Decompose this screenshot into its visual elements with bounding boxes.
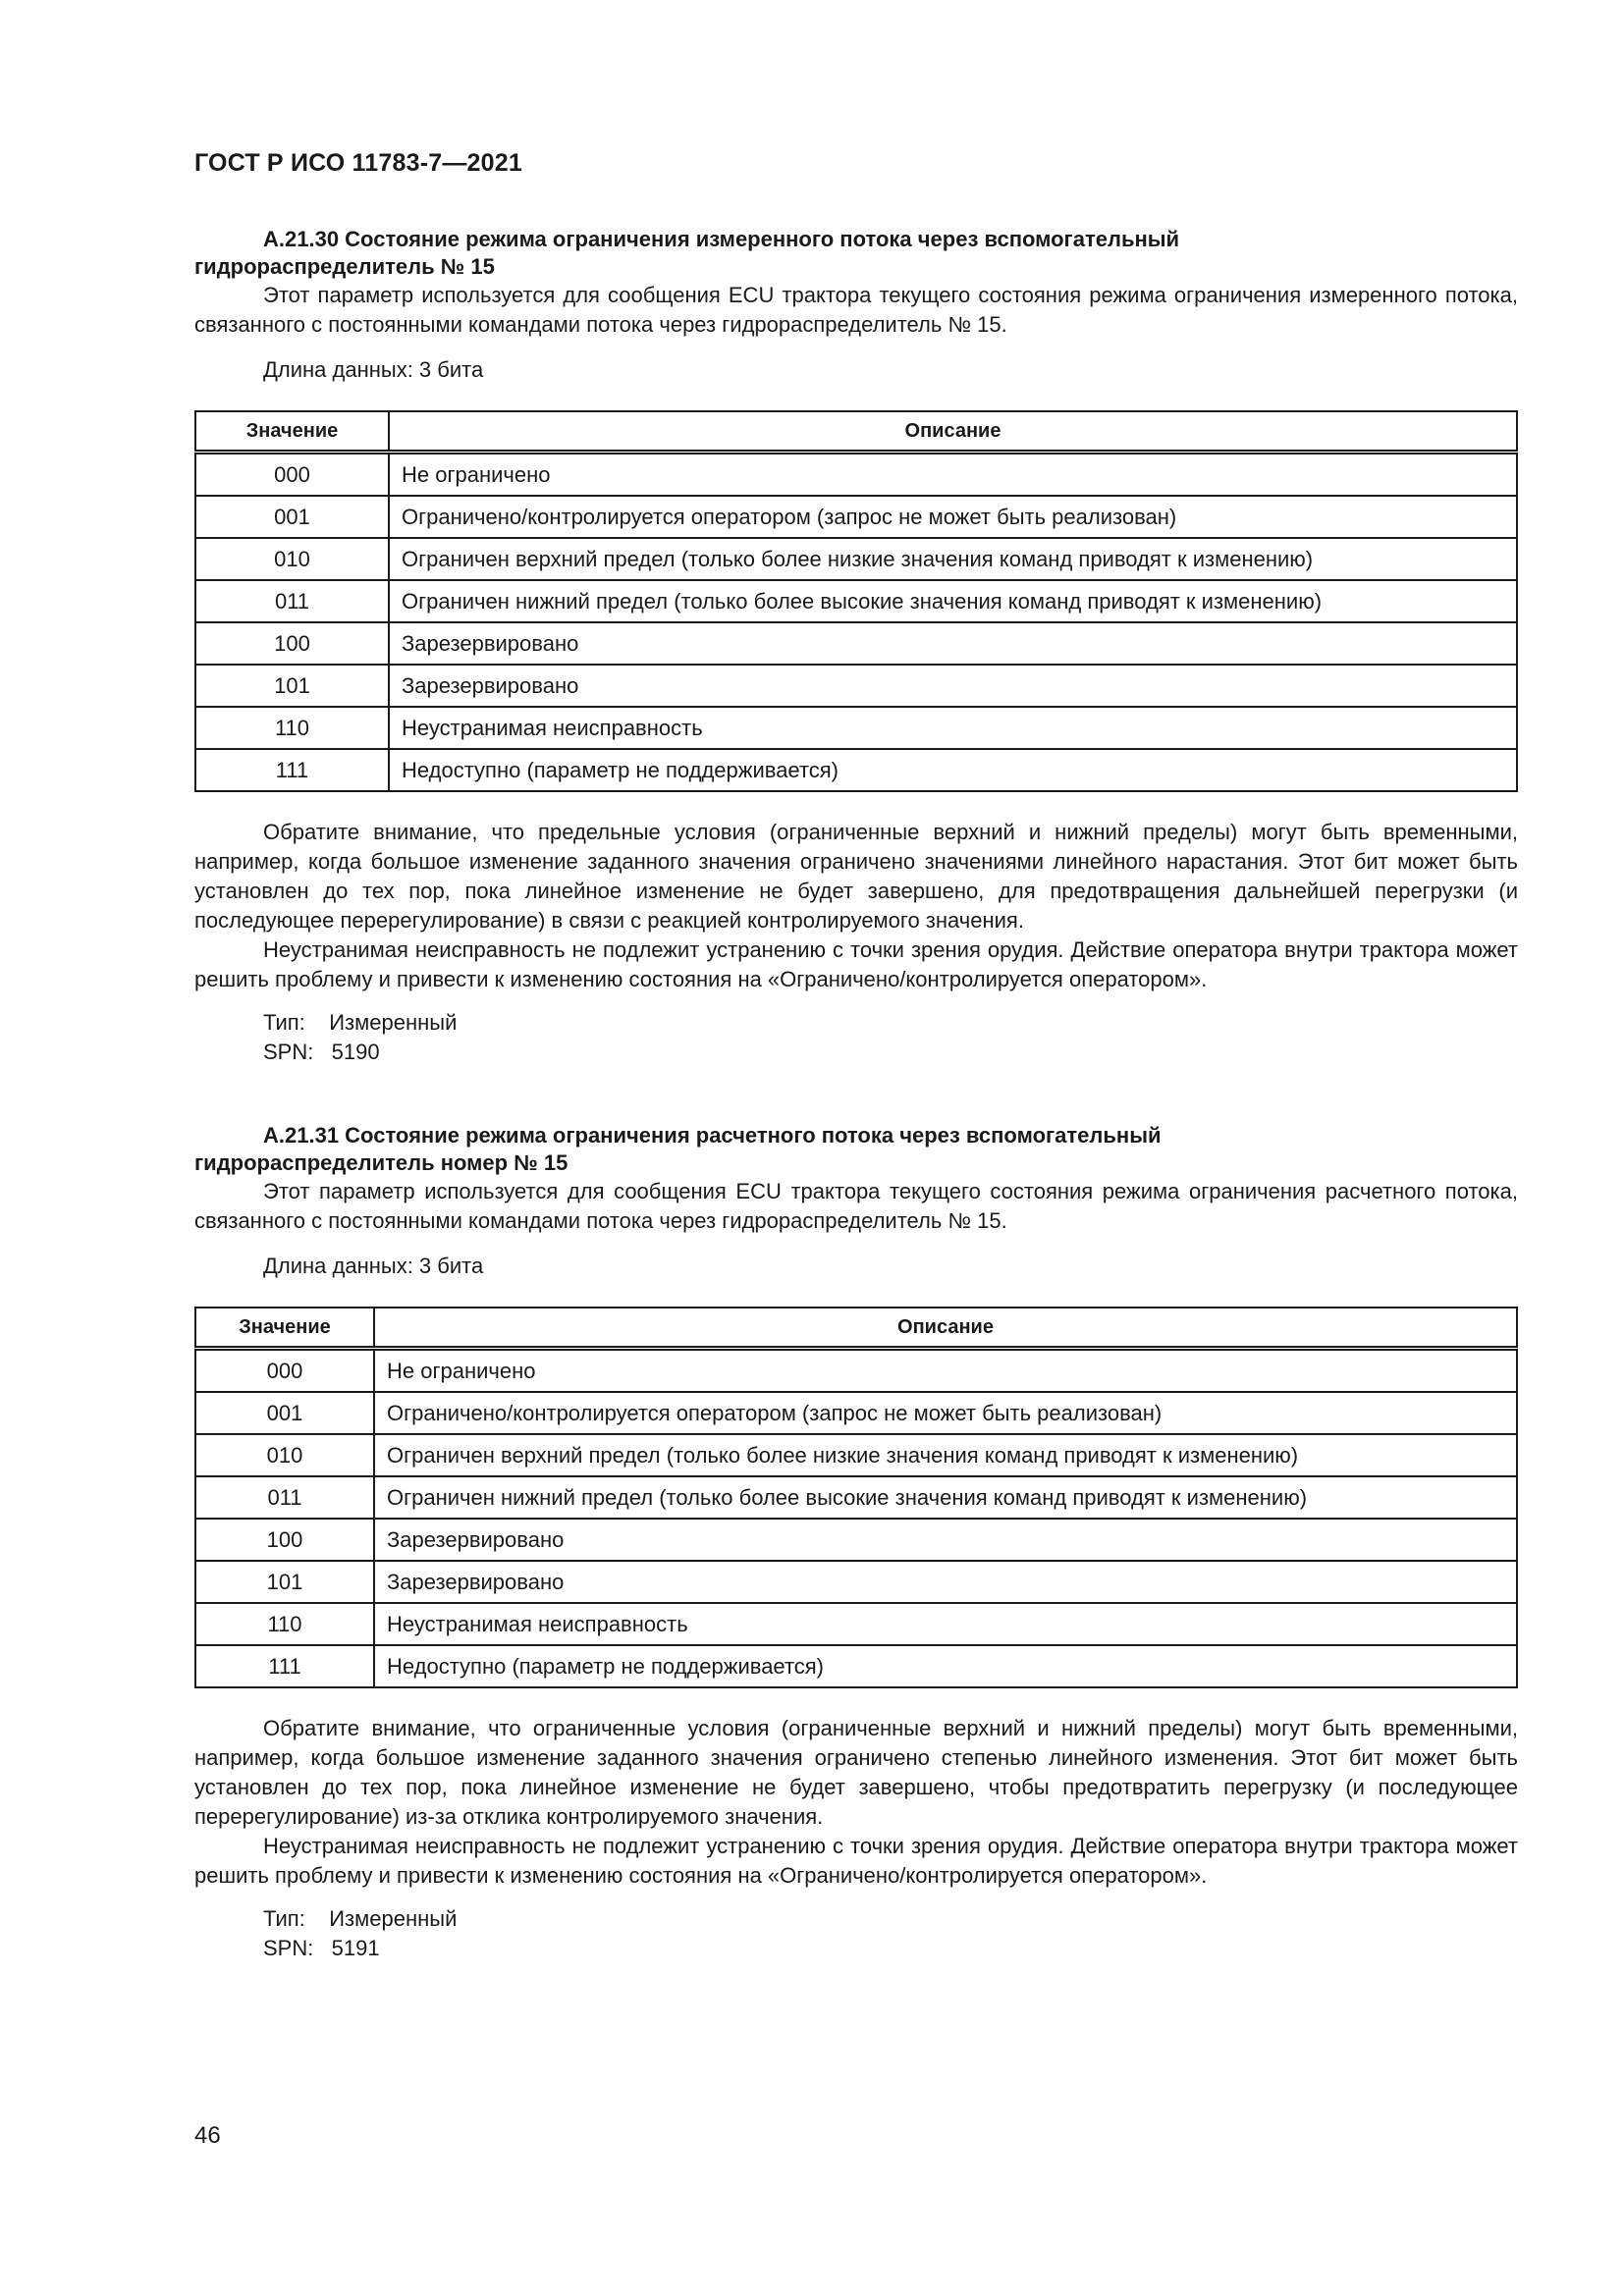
table-row [195,1476,1517,1519]
value-code: 001 [195,496,389,538]
section-heading [194,226,1518,281]
value-description: Ограничено/контролируется оператором (запрос не может быть реализован) [389,496,1517,538]
page-number: 46 [194,2122,221,2149]
value-description: Зарезервировано [389,622,1517,665]
table-row [195,1349,1517,1393]
table-row [195,622,1517,665]
value-description: Неустранимая неисправность [389,707,1517,749]
column-header-value: Значение [195,1308,374,1349]
table-row [195,580,1517,622]
value-code: 101 [195,1561,374,1603]
value-code: 101 [195,665,389,707]
value-description: Ограничено/контролируется оператором (запрос не может быть реализован) [374,1392,1517,1434]
type-line: Тип: Измеренный [263,1906,458,1931]
section-a-21-30 [194,226,1518,1067]
table-row [195,496,1517,538]
table-row [195,1645,1517,1687]
spn-line: SPN: 5190 [263,1040,380,1064]
value-code: 111 [195,1645,374,1687]
table-row [195,749,1517,791]
parameter-meta [263,1008,1518,1067]
value-code: 100 [195,1519,374,1561]
value-code: 100 [195,622,389,665]
data-length: Длина данных: 3 бита [263,1254,484,1278]
column-header-value: Значение [195,411,389,453]
note-paragraph: Неустранимая неисправность не подлежит устранению с точки зрения орудия. Действие оператора внутри трактора может решить проблему и привести к изменению состояния на «Ограничено/контролируется оператором». [194,1834,1518,1888]
section-a-21-31 [194,1122,1518,1963]
note-paragraph: Обратите внимание, что ограниченные условия (ограниченные верхний и нижний пределы) могут быть временными, например, когда большое изменение заданного значения ограничено степенью линейного изменения. Этот бит может быть установлен до тех пор, пока линейное изменение не будет завершено, чтобы предотвратить перегрузку (и последующее перерегулирование) из-за отклика контролируемого значения. [194,1716,1518,1829]
value-code: 001 [195,1392,374,1434]
table-header-row [195,1308,1517,1349]
table-row [195,1603,1517,1645]
value-description: Неустранимая неисправность [374,1603,1517,1645]
value-code: 011 [195,1476,374,1519]
value-description: Ограничен нижний предел (только более высокие значения команд приводят к изменению) [374,1476,1517,1519]
table-row [195,665,1517,707]
type-line: Тип: Измеренный [263,1010,458,1035]
value-description: Недоступно (параметр не поддерживается) [374,1645,1517,1687]
section-heading [194,1122,1518,1177]
note-paragraph: Обратите внимание, что предельные условия (ограниченные верхний и нижний пределы) могут быть временными, например, когда большое изменение заданного значения ограничено значениями линейного нарастания. Этот бит может быть установлен до тех пор, пока линейное изменение не будет завершено, для предотвращения дальнейшей перегрузки (и последующее перерегулирование) в связи с реакцией контролируемого значения. [194,820,1518,933]
value-description: Ограничен верхний предел (только более низкие значения команд приводят к изменению) [374,1434,1517,1476]
value-code: 000 [195,1349,374,1393]
document-header: ГОСТ Р ИСО 11783-7—2021 [194,149,522,177]
section-heading-line1: А.21.31 Состояние режима ограничения расчетного потока через вспомогательный [263,1123,1162,1148]
column-header-description: Описание [374,1308,1517,1349]
value-description: Не ограничено [374,1349,1517,1393]
value-description: Зарезервировано [374,1519,1517,1561]
parameter-meta [263,1904,1518,1963]
table-row [195,538,1517,580]
value-code: 011 [195,580,389,622]
column-header-description: Описание [389,411,1517,453]
values-table [194,1307,1518,1688]
table-row [195,1392,1517,1434]
value-code: 111 [195,749,389,791]
value-code: 110 [195,707,389,749]
section-heading-line2: гидрораспределитель номер № 15 [194,1150,568,1175]
value-description: Ограничен верхний предел (только более низкие значения команд приводят к изменению) [389,538,1517,580]
value-description: Зарезервировано [374,1561,1517,1603]
spn-line: SPN: 5191 [263,1936,380,1960]
section-intro: Этот параметр используется для сообщения ECU трактора текущего состояния режима ограничения расчетного потока, связанного с постоянными командами потока через гидрораспределитель № 15. [194,1179,1518,1233]
table-row [195,453,1517,497]
value-code: 110 [195,1603,374,1645]
data-length: Длина данных: 3 бита [263,357,484,382]
value-code: 010 [195,538,389,580]
note-paragraph: Неустранимая неисправность не подлежит устранению с точки зрения орудия. Действие оператора внутри трактора может решить проблему и привести к изменению состояния на «Ограничено/контролируется оператором». [194,937,1518,991]
section-heading-line1: А.21.30 Состояние режима ограничения измеренного потока через вспомогательный [263,227,1180,251]
section-heading-line2: гидрораспределитель № 15 [194,254,495,279]
value-description: Не ограничено [389,453,1517,497]
table-row [195,1561,1517,1603]
values-table [194,410,1518,792]
value-code: 010 [195,1434,374,1476]
value-description: Ограничен нижний предел (только более высокие значения команд приводят к изменению) [389,580,1517,622]
table-row [195,1434,1517,1476]
value-description: Зарезервировано [389,665,1517,707]
table-row [195,707,1517,749]
table-header-row [195,411,1517,453]
section-intro: Этот параметр используется для сообщения ECU трактора текущего состояния режима ограничения измеренного потока, связанного с постоянными командами потока через гидрораспределитель № 15. [194,283,1518,337]
value-description: Недоступно (параметр не поддерживается) [389,749,1517,791]
table-row [195,1519,1517,1561]
value-code: 000 [195,453,389,497]
